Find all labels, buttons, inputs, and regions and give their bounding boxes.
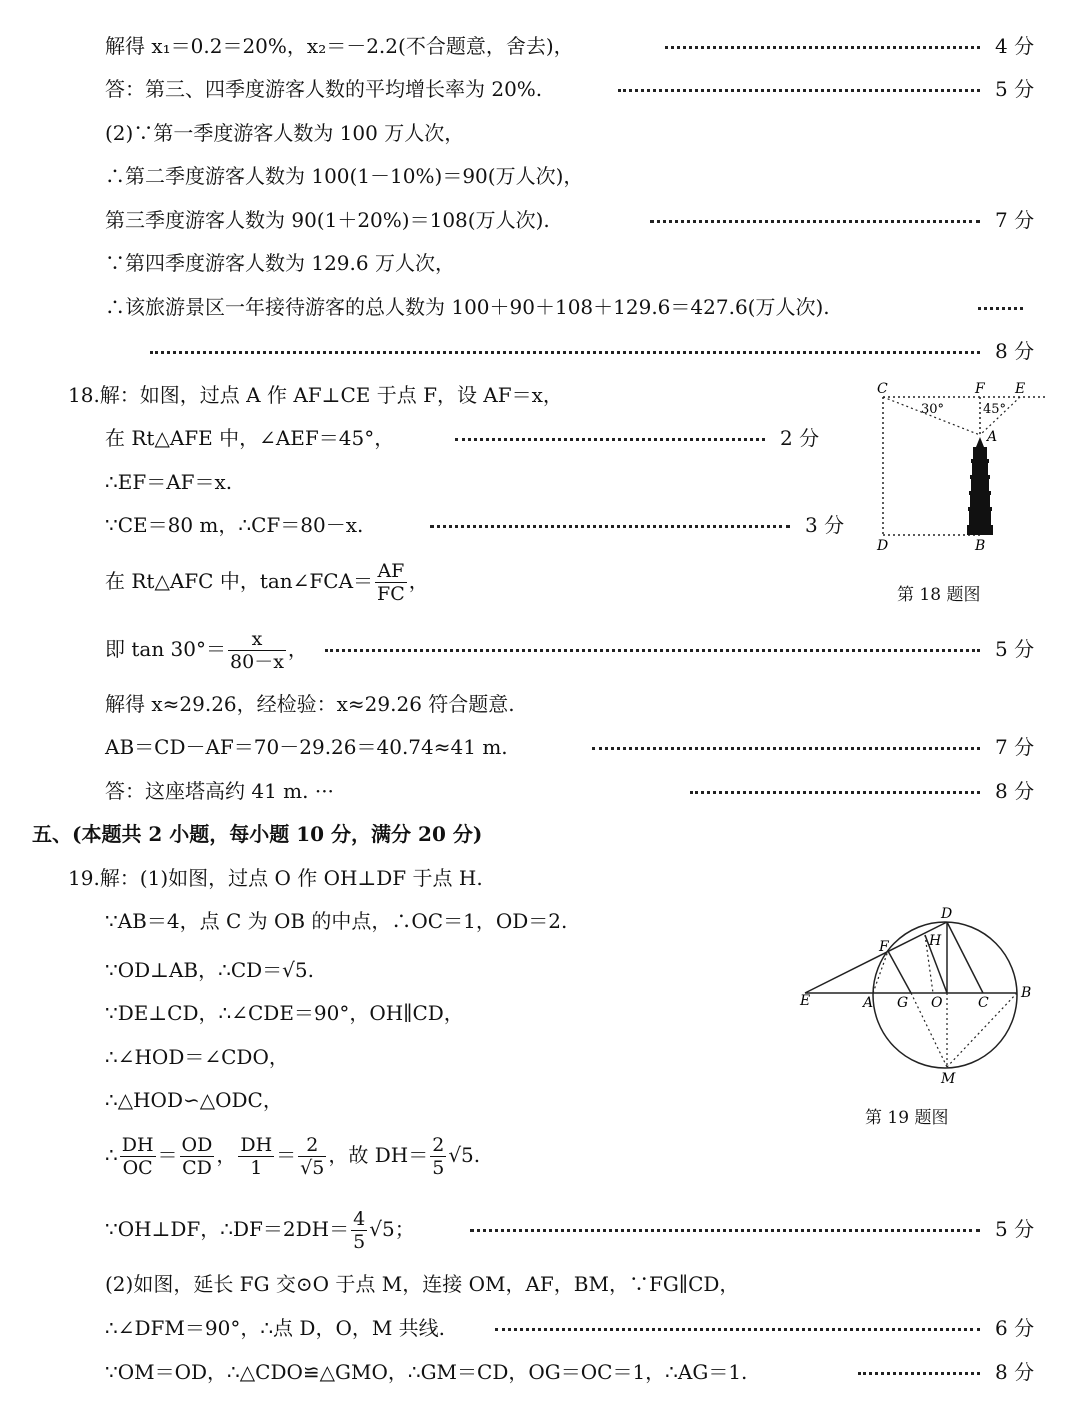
line-ed	[805, 922, 947, 993]
point-h-label: H	[929, 933, 942, 949]
circle-o	[873, 922, 1017, 1068]
fraction-numerator: AF	[375, 560, 407, 583]
dotted-leader	[495, 1328, 980, 1331]
equals-sign: ＝	[157, 1143, 178, 1167]
point-b-label: B	[975, 538, 986, 554]
formula-suffix: √5；	[369, 1217, 415, 1241]
angle-30-label: 30°	[921, 402, 945, 417]
fraction-denominator: √5	[300, 1157, 325, 1179]
fraction-numerator: 2	[432, 1134, 445, 1156]
fraction	[180, 1134, 215, 1179]
dotted-leader	[430, 525, 790, 528]
text-line-4: ∴第二季度游客人数为 100(1－10%)＝90(万人次)，	[105, 164, 584, 188]
dotted-leader	[150, 351, 980, 354]
formula-prefix: 即 tan 30°＝	[105, 637, 227, 661]
score-mark: 5 分	[995, 637, 1035, 661]
section-heading: 五、(本题共 2 小题，每小题 10 分，满分 20 分)	[32, 822, 483, 846]
figure-18-tower-diagram	[855, 375, 1050, 555]
fraction-numerator: 2	[298, 1134, 326, 1157]
dotted-leader	[690, 791, 980, 794]
score-mark: 6 分	[995, 1316, 1035, 1340]
line-dc	[947, 922, 983, 993]
text-line-11: ∵CE＝80 m，∴CF＝80－x.	[105, 513, 364, 537]
text-line-23: ∴△HOD∽△ODC，	[105, 1088, 283, 1112]
text-line-5: 第三季度游客人数为 90(1＋20%)＝108(万人次).	[105, 208, 550, 232]
formula-suffix: ，	[287, 637, 308, 661]
fraction-numerator: DH	[240, 1134, 273, 1156]
equals-sign: ＝	[276, 1143, 297, 1167]
score-mark: 4 分	[995, 34, 1035, 58]
text-line-18: 19.解：(1)如图，过点 O 作 OH⊥DF 于点 H.	[68, 866, 483, 890]
score-mark: 8 分	[995, 1360, 1035, 1384]
fraction	[238, 1134, 274, 1179]
angle-45-label: 45°	[983, 402, 1007, 417]
score-mark: 8 分	[995, 779, 1035, 803]
point-o-label: O	[931, 995, 943, 1011]
point-b-label: B	[1021, 985, 1032, 1001]
point-f-label: F	[879, 939, 889, 955]
dotted-leader	[650, 220, 980, 223]
text-line-9: 在 Rt△AFE 中，∠AEF＝45°，	[105, 426, 395, 450]
text-line-21: ∵DE⊥CD，∴∠CDE＝90°，OH∥CD，	[105, 1001, 464, 1025]
dotted-leader	[618, 89, 980, 92]
point-g-label: G	[897, 995, 909, 1011]
fraction	[375, 560, 407, 605]
score-mark: 3 分	[805, 513, 845, 537]
formula-prefix: ∵OH⊥DF，∴DF＝2DH＝	[105, 1217, 350, 1241]
formula-prefix: 在 Rt△AFC 中，tan∠FCA＝	[105, 569, 374, 593]
text-line-3: (2)∵第一季度游客人数为 100 万人次，	[105, 121, 465, 145]
text-line-16: 答：这座塔高约 41 m. ···	[105, 779, 334, 803]
point-a-label: A	[987, 429, 998, 445]
figure-19-caption: 第 19 题图	[865, 1108, 949, 1128]
score-mark: 2 分	[780, 426, 820, 450]
formula-suffix: ，	[408, 569, 429, 593]
formula-text: ，故 DH＝	[328, 1143, 429, 1167]
fraction-denominator: 1	[250, 1157, 263, 1179]
fraction-denominator: FC	[377, 583, 405, 605]
text-line-27: ∴∠DFM＝90°，∴点 D，O，M 共线.	[105, 1316, 446, 1340]
dotted-leader	[665, 46, 980, 49]
dotted-leader	[470, 1229, 980, 1232]
text-line-13	[105, 624, 308, 674]
point-m-label: M	[941, 1071, 956, 1085]
fraction-denominator: 5	[353, 1231, 366, 1253]
fraction	[351, 1208, 367, 1253]
dotted-leader	[325, 649, 980, 652]
text-line-7: ∴该旅游景区一年接待游客的总人数为 100＋90＋108＋129.6＝427.6(万人次).	[105, 295, 830, 319]
point-e-label: E	[1015, 381, 1026, 397]
text-line-12	[105, 556, 429, 606]
text-line-1: 解得 x₁＝0.2＝20%，x₂＝－2.2(不合题意，舍去)，	[105, 34, 574, 58]
score-mark: 7 分	[995, 208, 1035, 232]
score-mark: 7 分	[995, 735, 1035, 759]
point-a-label: A	[863, 995, 874, 1011]
therefore-sign: ∴	[105, 1143, 118, 1167]
text-line-6: ∵第四季度游客人数为 129.6 万人次，	[105, 251, 455, 275]
fraction-denominator: 5	[432, 1157, 445, 1179]
text-line-26: (2)如图，延长 FG 交⊙O 于点 M，连接 OM，AF，BM，∵FG∥CD，	[105, 1272, 740, 1296]
text-line-20: ∵OD⊥AB，∴CD＝√5.	[105, 958, 314, 982]
text-line-10: ∴EF＝AF＝x.	[105, 470, 233, 494]
text-line-22: ∴∠HOD＝∠CDO，	[105, 1045, 289, 1069]
score-mark: 8 分	[995, 339, 1035, 363]
fraction	[120, 1134, 156, 1179]
point-d-label: D	[941, 906, 953, 922]
text-line-8: 18.解：如图，过点 A 作 AF⊥CE 于点 F，设 AF＝x，	[68, 383, 563, 407]
fraction-denominator: 80－x	[230, 651, 284, 673]
fraction-denominator: CD	[182, 1157, 212, 1179]
dotted-leader	[978, 307, 1023, 310]
text-line-19: ∵AB＝4，点 C 为 OB 的中点，∴OC＝1，OD＝2.	[105, 909, 568, 933]
text-line-2: 答：第三、四季度游客人数的平均增长率为 20%.	[105, 77, 543, 101]
text-line-28: ∵OM＝OD，∴△CDO≌△GMO，∴GM＝CD，OG＝OC＝1，∴AG＝1.	[105, 1360, 748, 1384]
formula-suffix: √5.	[448, 1143, 481, 1167]
point-d-label: D	[877, 538, 889, 554]
text-line-24	[105, 1130, 480, 1180]
pagoda-tower-icon	[967, 437, 993, 535]
separator: ，	[216, 1143, 237, 1167]
line-fg	[888, 951, 911, 993]
fraction-denominator: OC	[122, 1157, 153, 1179]
text-line-14: 解得 x≈29.26，经检验：x≈29.26 符合题意.	[105, 692, 515, 716]
text-line-15: AB＝CD－AF＝70－29.26＝40.74≈41 m.	[105, 735, 508, 759]
point-e-label: E	[800, 993, 811, 1009]
fraction	[228, 628, 286, 673]
point-f-label: F	[975, 381, 985, 397]
fraction-numerator: 4	[353, 1208, 366, 1230]
figure-18-caption: 第 18 题图	[897, 585, 981, 605]
dotted-leader	[592, 747, 980, 750]
score-mark: 5 分	[995, 77, 1035, 101]
fraction	[430, 1134, 446, 1179]
dotted-leader	[455, 438, 765, 441]
text-line-25	[105, 1204, 415, 1254]
fraction	[298, 1134, 326, 1179]
point-c-label: C	[978, 995, 989, 1011]
fraction-numerator: x	[228, 628, 286, 651]
fraction-numerator: OD	[181, 1134, 213, 1156]
figure-19-circle-diagram	[795, 905, 1045, 1085]
fraction-numerator: DH	[121, 1134, 154, 1156]
score-mark: 5 分	[995, 1217, 1035, 1241]
point-c-label: C	[877, 381, 888, 397]
dotted-leader	[858, 1372, 980, 1375]
